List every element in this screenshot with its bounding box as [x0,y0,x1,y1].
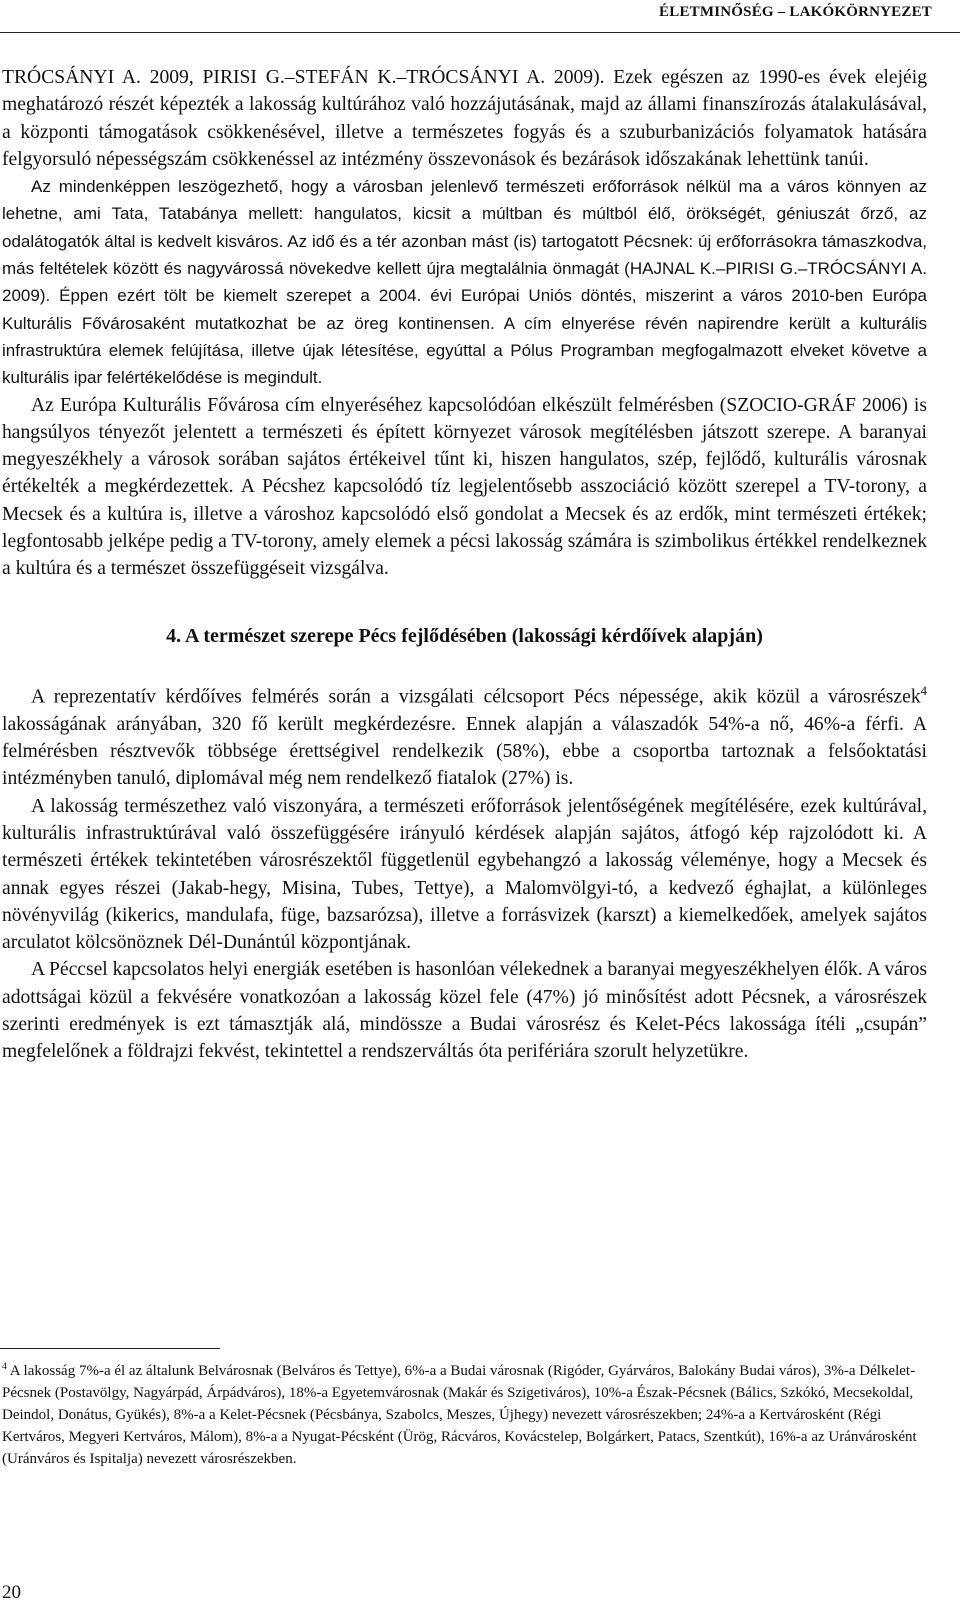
section-paragraph-1-end: lakosságának arányában, 320 fő került megkérdezésre. Ennek alapján a válaszadók 54%-a nő, 46%-a férfi. A felmérésben résztvevők többsége érettségivel rendelkezik (58%), ebbe a csoportba tartoznak a felsőoktatási intézményben tanuló, diplomával még nem rendelkező fiatalok (27%) is. [2,713,927,790]
paragraph-2: Az mindenképpen leszögezhető, hogy a városban jelenlevő természeti erőforrások nélkül ma a város könnyen az lehetne, ami Tata, Tatabánya mellett: hangulatos, kicsit a múltban és múltból élő, örökségét, géniuszát őrző, az odalátogatók által is kedvelt kisváros. Az idő és a tér azonban mást (is) tartogatott Pécsnek: új erőforrásokra támaszkodva, más feltételek között és nagyvárossá növekedve kellett újra megtalálnia önmagát (HAJNAL K.–PIRISI G.–TRÓCSÁNYI A. 2009). Éppen ezért tölt be kiemelt szerepet a 2004. évi Európai Uniós döntés, miszerint a város 2010-ben Európa Kulturális Fővárosaként mutatkozhat be az öreg kontinensen. A cím elnyerése révén napirendre került a kulturális infrastruktúra elemek felújítása, illetve újak létesítése, egyúttal a Pólus Programban megfogalmazott elveket követve a kulturális ipar felértékelődése is megindult. [2,177,927,388]
header-rule [0,32,960,33]
page-number: 20 [2,1582,21,1603]
running-head: ÉLETMINŐSÉG – LAKÓKÖRNYEZET [659,4,932,20]
section-paragraph-2: A lakosság természethez való viszonyára, a természeti erőforrások jelentőségének megítélésére, ezek kultúrával, kulturális infrastruktúrával való összefüggésére irányuló kérdések alapján sajátos, átfogó kép rajzolódott ki. A természeti értékek tekintetében városrészektől függetlenül egybehangzó a lakosság véleménye, hogy a Mecsek és annak egyes részei (Jakab-hegy, Misina, Tubes, Tettye), a Malomvölgyi-tó, a kedvező éghajlat, a különleges növényvilág (kikerics, mandulafa, füge, bazsarózsa), illetve a forrásvizek (karszt) a kiemelkedőek, amelyek sajátos arculatot kölcsönöznek Dél-Dunántúl központjának. [2,795,927,954]
section-heading: 4. A természet szerepe Pécs fejlődésében (lakossági kérdőívek alapján) [166,624,763,647]
section-paragraph-1-start: A reprezentatív kérdőíves felmérés során a vizsgálati célcsoport Pécs népessége, akik közül a városrészek [31,686,921,708]
section-paragraph-1 [2,678,927,793]
footnote-4 [2,1356,927,1470]
footnote-text: A lakosság 7%-a él az általunk Belvárosnak (Belváros és Tettye), 6%-a a Budai városnak (Rigóder, Gyárváros, Balokány Budai város), 3%-a Délkelet-Pécsnek (Postavölgy, Nagyárpád, Árpádváros), 18%-a Egyetemvárosnak (Makár és Szigetiváros), 10%-a Észak-Pécsnek (Bálics, Szkókó, Mecsekoldal, Deindol, Donátus, Gyükés), 8%-a a Kelet-Pécsnek (Pécsbánya, Szabolcs, Meszes, Újhegy) nevezett városrészekben; 24%-a a Kertvárosként (Régi Kertváros, Megyeri Kertváros, Málom), 8%-a a Nyugat-Pécsként (Ürög, Rácváros, Kovácstelep, Bolgárkert, Patacs, Szentkút), 16%-a az Uránvárosként (Uránváros és Ispitalja) nevezett városrészekben. [2,1363,917,1467]
paragraph-3: Az Európa Kulturális Fővárosa cím elnyeréséhez kapcsolódóan elkészült felmérésben (SZOCIO-GRÁF 2006) is hangsúlyos tényezőt jelentett a természeti és épített környezet városok megítélésben játszott szerepe. A baranyai megyeszékhely a városok sorában sajátos értékeivel tűnt ki, hiszen hangulatos, szép, fejlődő, kulturális városnak értékelték a megkérdezettek. A Pécshez kapcsolódó tíz legjelentősebb asszociáció között szerepel a TV-torony, a Mecsek és a kultúra is, illetve a városhoz kapcsolódó első gondolat a Mecsek és az erdők, mint természeti értékek; legfontosabb jelképe pedig a TV-torony, amely elemek a pécsi lakosság számára is szimbolikus értékkel rendelkeznek a kultúra és a természet összefüggéseit vizsgálva. [2,394,927,580]
body-text [2,64,927,1066]
paragraph-1: TRÓCSÁNYI A. 2009, PIRISI G.–STEFÁN K.–TRÓCSÁNYI A. 2009). Ezek egészen az 1990-es évek elejéig meghatározó részét képezték a lakosság kultúrához való hozzájutásának, majd az állami finanszírozás átalakulásával, a központi támogatások csökkenésével, illetve a természetes fogyás és a szuburbanizációs folyamatok hatására felgyorsuló népességszám csökkenéssel az intézmény összevonások és bezárások időszakának lehettünk tanúi. [2,67,927,170]
footnote-reference: 4 [920,683,927,698]
footnotes [2,1356,927,1470]
section-paragraph-3: A Péccsel kapcsolatos helyi energiák esetében is hasonlóan vélekednek a baranyai megyeszékhelyen élők. A város adottságai közül a fekvésére vonatkozóan a lakosság közel fele (47%) jó minősítést adott Pécsnek, a városrészek szerinti eredmények is ezt támasztják alá, mindössze a Budai városrész és Kelet-Pécs lakossága ítéli „csupán” megfelelőnek a földrajzi fekvést, tekintettel a rendszerváltás óta perifériára szorult helyzetükre. [2,959,927,1063]
footnote-marker: 4 [2,1361,7,1372]
footnote-rule [0,1348,220,1349]
